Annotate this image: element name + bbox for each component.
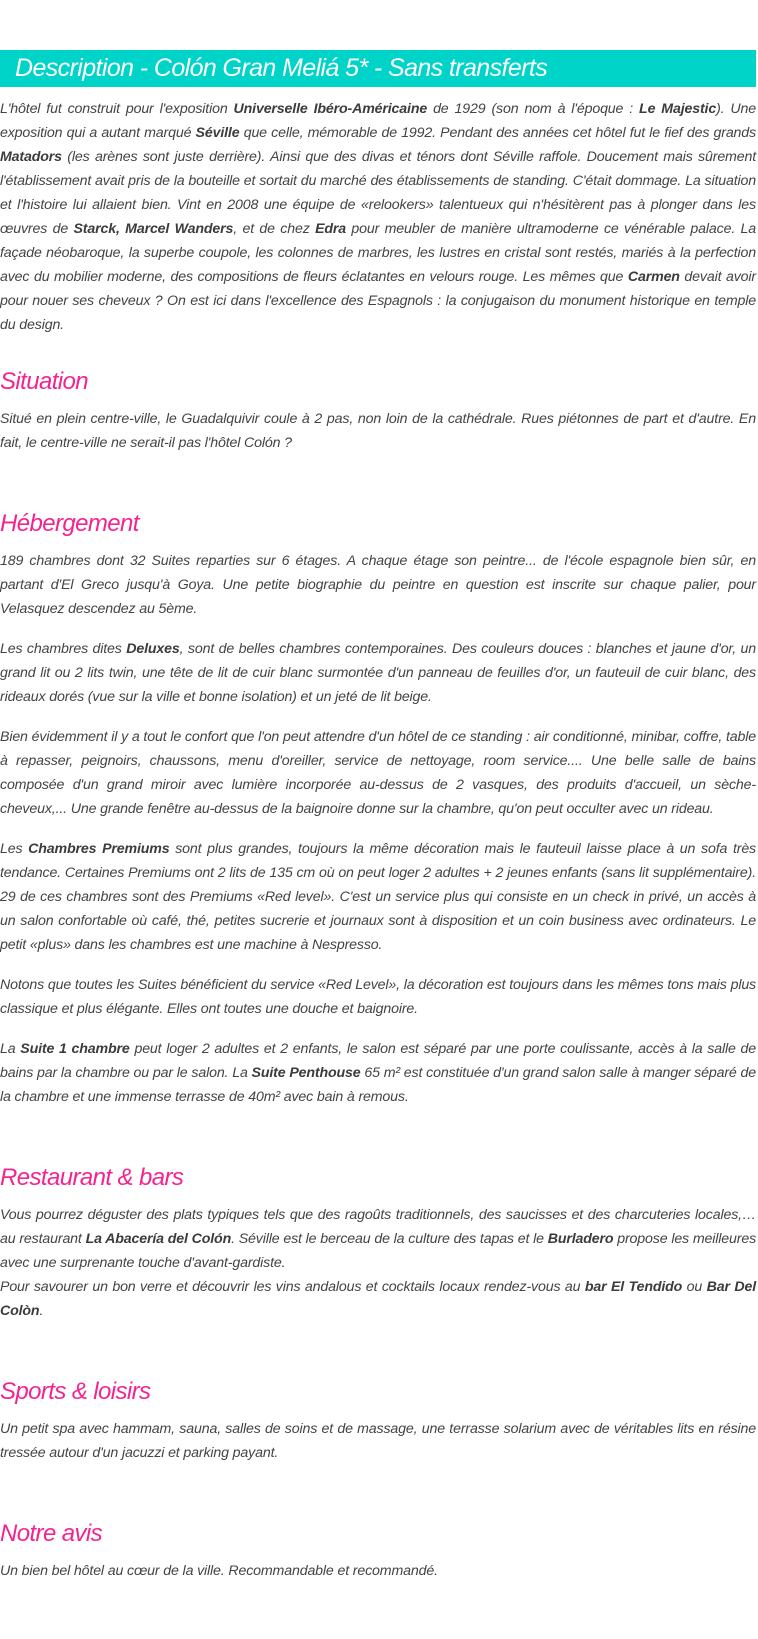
section-heading-situation: Situation <box>0 368 88 395</box>
bold-text: La Abacería del Colón <box>85 1231 232 1247</box>
description-banner <box>0 50 756 87</box>
bold-text: Burladero <box>547 1231 614 1247</box>
text: peut loger 2 adultes et 2 enfants, le salon est séparé par une porte coulissante, accès à la salle de bains par la chambre ou par le salon. La <box>0 1041 756 1081</box>
text: pour meubler de manière ultramoderne ce vénérable palace. La façade néobaroque, la superbe coupole, les colonnes de marbres, les lustres en cristal sont restés, mariés à la perfection avec du mobilier moderne, des compositions de fleurs éclatantes en velours rouge. Les mêmes que <box>0 221 757 285</box>
text: La <box>0 1041 21 1057</box>
situation-section <box>0 367 756 455</box>
sports-paragraph: Un petit spa avec hammam, sauna, salles de soins et de massage, une terrasse solarium avec de véritables lits en résine tressée autour d'un jacuzzi et parking payant. <box>0 1421 756 1461</box>
bold-text: Edra <box>315 221 347 237</box>
text: sont plus grandes, toujours la même décoration mais le fauteuil laisse place à un sofa très tendance. Certaines Premiums ont 2 lits de 135 cm où on peut loger 2 adultes + 2 jeunes enfants (sans lit supplémentaire). 29 de ces chambres sont des Premiums «Red level». C'est un service plus qui consiste en un check in privé, un accès à un salon confortable où café, thé, petites sucrerie et journaux sont à disposition et un coin business avec ordinateurs. Le petit «plus» dans les chambres est une machine à Nespresso. <box>0 841 756 953</box>
intro-section <box>0 97 756 337</box>
bold-text: Universelle Ibéro-Américaine <box>233 101 428 117</box>
text: que celle, mémorable de 1992. Pendant des années cet hôtel fut le fief des grands <box>239 125 756 141</box>
situation-paragraph: Situé en plein centre-ville, le Guadalquivir coule à 2 pas, non loin de la cathédrale. Rues piétonnes de part et d'autre. En fait, le centre-ville ne serait-il pas l'hôtel Colón ? <box>0 411 756 451</box>
bold-text: Le Majestic <box>639 101 717 117</box>
bold-text: Starck, Marcel Wanders <box>73 221 234 237</box>
text: Pour savourer un bon verre et découvrir les vins andalous et cocktails locaux rendez-vous au <box>0 1279 585 1295</box>
sports-section <box>0 1377 756 1465</box>
section-heading-hebergement: Hébergement <box>0 510 139 537</box>
text: (les arènes sont juste derrière). Ainsi que des divas et ténors dont Séville raffole. Doucement mais sûrement l'établissement avait pris de la bouteille et sortait du marché des établissements de standing. C'était dommage. La situation et l'histoire lui allaient bien. Vint en 2008 une équipe de «relookers» talentueux qui n'hésitèrent pas à plonger dans les œuvres de <box>0 149 756 237</box>
text: , sont de belles chambres contemporaines. Des couleurs douces : blanches et jaune d'or, un grand lit ou 2 lits twin, une tête de lit de cuir blanc surmontée d'un panneau de feuilles d'or, un fauteuil de cuir blanc, des rideaux dorés (vue sur la ville et bonne isolation) et un jeté de lit beige. <box>0 641 756 705</box>
text: Les chambres dites <box>0 641 127 657</box>
text: ). Une exposition qui a autant marqué <box>0 101 756 141</box>
hebergement-paragraph-3: Bien évidemment il y a tout le confort que l'on peut attendre d'un hôtel de ce standing : air conditionné, minibar, coffre, table à repasser, peignoirs, chaussons, menu d'oreiller, service de nettoyage, room service.... Une belle salle de bains composée d'un grand miroir avec lumière incorporée au-dessus de 2 vasques, des produits d'accueil, un sèche- cheveux,... Une grande fenêtre au-dessus de la baignoire donne sur la chambre, qu'on peut occulter avec un rideau. <box>0 729 756 817</box>
avis-paragraph: Un bien bel hôtel au cœur de la ville. Recommandable et recommandé. <box>0 1563 438 1579</box>
text: L'hôtel fut construit pour l'exposition <box>0 101 234 117</box>
bold-text: Séville <box>195 125 240 141</box>
section-heading-restaurant: Restaurant & bars <box>0 1164 184 1191</box>
avis-section <box>0 1519 756 1583</box>
bold-text: Bar Del Colòn <box>0 1279 756 1319</box>
restaurant-paragraph <box>0 1203 756 1323</box>
text: de 1929 (son nom à l'époque : <box>427 101 640 117</box>
bold-text: Carmen <box>627 269 680 285</box>
text: . Séville est le berceau de la culture des tapas et le <box>231 1231 548 1247</box>
hebergement-paragraph-2 <box>0 637 756 709</box>
bold-text: Matadors <box>0 149 62 165</box>
hebergement-paragraph-4 <box>0 837 756 957</box>
intro-paragraph <box>0 97 756 337</box>
hebergement-section <box>0 509 756 1109</box>
bold-text: Suite 1 chambre <box>20 1041 130 1057</box>
text: propose les meilleures avec une surprenante touche d'avant-gardiste. <box>0 1231 757 1271</box>
section-heading-avis: Notre avis <box>0 1520 103 1547</box>
page-title: Description - Colón Gran Meliá 5* - Sans transferts <box>15 54 548 82</box>
text: Les <box>0 841 29 857</box>
bold-text: Deluxes <box>126 641 180 657</box>
bold-text: Chambres Premiums <box>28 841 170 857</box>
text: 65 m² est constituée d'un grand salon salle à manger séparé de la chambre et une immense terrasse de 40m² avec bain à remous. <box>0 1065 756 1105</box>
text: Vous pourrez déguster des plats typiques tels que des ragoûts traditionnels, des saucisses et des charcuteries locales,… au restaurant <box>0 1207 756 1247</box>
section-heading-sports: Sports & loisirs <box>0 1378 151 1405</box>
text: , et de chez <box>233 221 316 237</box>
bold-text: bar El Tendido <box>584 1279 683 1295</box>
hebergement-paragraph-1: 189 chambres dont 32 Suites reparties sur 6 étages. A chaque étage son peintre... de l'école espagnole bien sûr, en partant d'El Greco jusqu'à Goya. Une petite biographie du peintre en question est inscrite sur chaque palier, pour Velasquez descendez au 5ème. <box>0 553 756 617</box>
text: ou <box>682 1279 707 1295</box>
hebergement-paragraph-5: Notons que toutes les Suites bénéficient du service «Red Level», la décoration est toujours dans les mêmes tons mais plus classique et plus élégante. Elles ont toutes une douche et baignoire. <box>0 977 756 1017</box>
text: devait avoir pour nouer ses cheveux ? On est ici dans l'excellence des Espagnols : la conjugaison du monument historique en temple du design. <box>0 269 756 333</box>
text: . <box>39 1303 44 1319</box>
hebergement-paragraph-6 <box>0 1037 756 1109</box>
restaurant-section <box>0 1163 756 1323</box>
bold-text: Suite Penthouse <box>251 1065 361 1081</box>
